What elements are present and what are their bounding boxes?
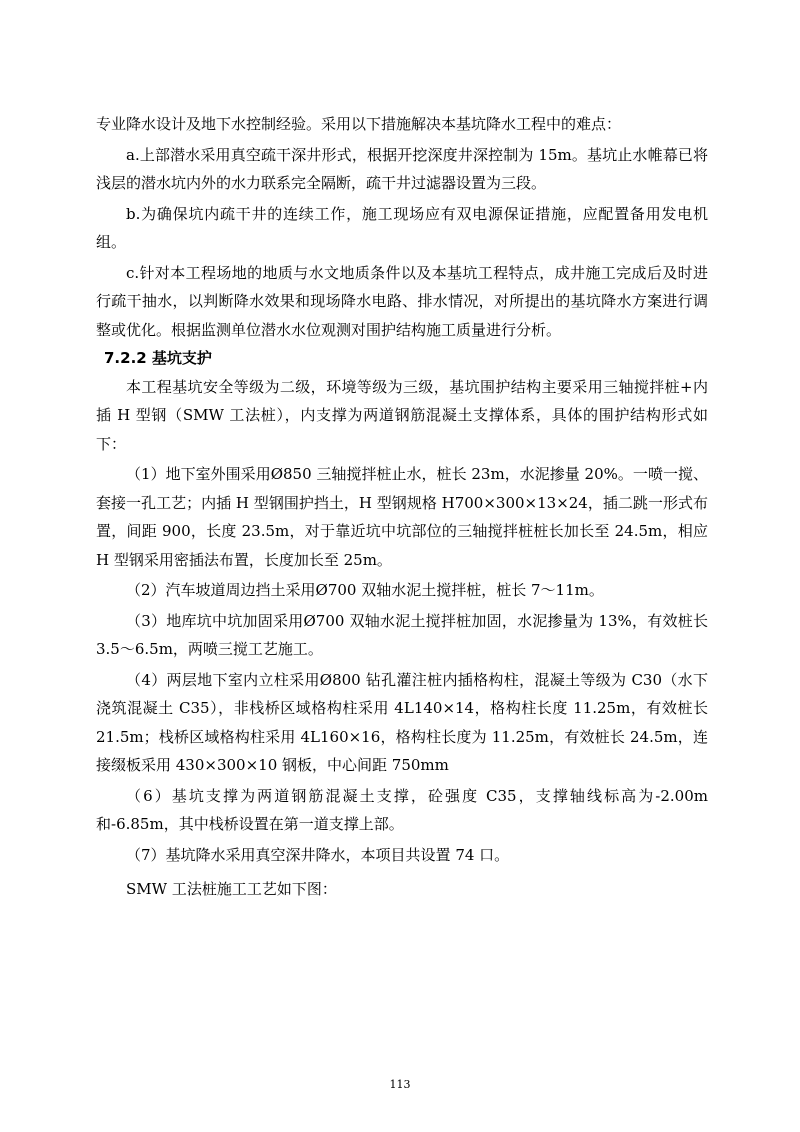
paragraph-intro: 专业降水设计及地下水控制经验。采用以下措施解决本基坑降水工程中的难点： [96, 115, 622, 133]
page-content [96, 110, 708, 904]
paragraph-measure-a: a.上部潜水采用真空疏干深井形式，根据开挖深度井深控制为 15m。基坑止水帷幕已将浅层的潜水坑内外的水力联系完全隔断，疏干井过滤器设置为三段。 [96, 145, 708, 192]
paragraph-measure-b: b.为确保坑内疏干井的连续工作，施工现场应有双电源保证措施，应配置备用发电机组。 [96, 204, 708, 251]
paragraph-measure-c: c.针对本工程场地的地质与水文地质条件以及本基坑工程特点，成井施工完成后及时进行疏干抽水，以判断降水效果和现场降水电路、排水情况，对所提出的基坑降水方案进行调整或优化。根据监测单位潜水水位观测对围护结构施工质量进行分析。 [96, 263, 708, 339]
paragraph-item-4: （4）两层地下室内立柱采用Ø800 钻孔灌注桩内插格构柱，混凝土等级为 C30（水下浇筑混凝土 C35），非栈桥区域格构柱采用 4L140×14，格构柱长度 11.25m，有效桩长 21.5m；栈桥区域格构柱采用 4L160×16，格构柱长度为 11.25m，有效桩长 24.5m，连接缀板采用 430×300×10 钢板，中心间距 750mm [96, 670, 708, 774]
paragraph-item-7: （7）基坑降水采用真空深井降水，本项目共设置 74 口。 [126, 845, 510, 864]
paragraph-item-3: （3）地库坑中坑加固采用Ø700 双轴水泥土搅拌桩加固，水泥掺量为 13%，有效桩长 3.5～6.5m，两喷三搅工艺施工。 [96, 611, 708, 658]
paragraph-item-6: （6）基坑支撑为两道钢筋混凝土支撑，砼强度 C35，支撑轴线标高为-2.00m 和-6.85m，其中栈桥设置在第一道支撑上部。 [96, 786, 708, 833]
paragraph-figure-intro: SMW 工法桩施工工艺如下图： [126, 880, 337, 898]
paragraph-overview: 本工程基坑安全等级为二级，环境等级为三级，基坑围护结构主要采用三轴搅拌桩+内插 H 型钢（SMW 工法桩），内支撑为两道钢筋混凝土支撑体系，具体的围护结构形式如下： [96, 377, 708, 453]
section-heading: 7.2.2 基坑支护 [104, 349, 212, 367]
paragraph-item-1: （1）地下室外围采用Ø850 三轴搅拌桩止水，桩长 23m，水泥掺量 20%。一喷一搅、套接一孔工艺；内插 H 型钢围护挡土，H 型钢规格 H700×300×13×24，插二跳一形式布置，间距 900，长度 23.5m，对于靠近坑中坑部位的三轴搅拌桩桩长加长至 24.5m，相应 H 型钢采用密插法布置，长度加长至 25m。 [96, 465, 708, 569]
page-number: 113 [389, 1078, 411, 1091]
paragraph-item-2: （2）汽车坡道周边挡土采用Ø700 双轴水泥土搅拌桩，桩长 7～11m。 [126, 581, 604, 599]
